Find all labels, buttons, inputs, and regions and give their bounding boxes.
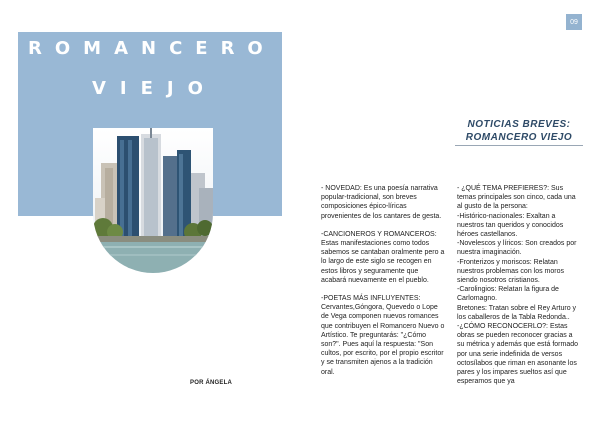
page-title-line-1: ROMANCERO xyxy=(28,38,276,59)
item-fronterizos: -Fronterizos y moriscos: Relatan nuestros problemas con los moros siendo nosotros cristianos. xyxy=(457,258,564,285)
city-skyline-photo xyxy=(93,128,213,273)
page-title-line-2: VIEJO xyxy=(92,78,217,99)
section-header-line-1: NOTICIAS BREVES: xyxy=(467,119,571,130)
paragraph-novedad: - NOVEDAD: Es una poesía narrativa popular-tradicional, son breves composiciones épico-líricas provenientes de los cantares de gesta. xyxy=(321,185,442,220)
paragraph-poetas: -POETAS MÁS INFLUYENTES: Cervantes,Góngora, Quevedo o Lope de Vega componen nuevos romances que contribuyen el Romancero Nuevo o Artístico. Te preguntarás: "¿Cómo son?". Pues aquí la respuesta: "Son cultos, por escrito, por el propio escritor y se transmiten ajenos a la tradición oral. xyxy=(321,295,445,376)
section-header-line-2: ROMANCERO VIEJO xyxy=(465,132,573,143)
item-carolingios: -Carolingios: Relatan la figura de Carlomagno. xyxy=(457,286,559,303)
item-novelescos: -Novelescos y líricos: Son creados por nuestra imaginación. xyxy=(457,240,577,257)
header-divider xyxy=(455,145,583,146)
section-header xyxy=(455,118,583,144)
text-column-1 xyxy=(321,184,445,386)
byline: POR ÁNGELA xyxy=(190,380,233,386)
text-column-2 xyxy=(457,184,581,386)
paragraph-cancioneros: -CANCIONEROS Y ROMANCEROS: Estas manifestaciones como todos sabemos se cantaban oralmente pero a lo largo de este siglo se recogen en estos libros y seguramente que acabará nuevamente en el pueblo. xyxy=(321,230,445,284)
paragraph-tema: - ¿QUÉ TEMA PREFIERES?: Sus temas principales son cinco, cada una al gusto de la persona: xyxy=(457,185,576,211)
item-historico: -Histórico-nacionales: Exaltan a nuestros tan queridos y conocidos héroes castellanos. xyxy=(457,212,564,239)
page-number: 09 xyxy=(566,14,582,30)
item-bretones: Bretones: Tratan sobre el Rey Arturo y los caballeros de la Tabla Redonda.. xyxy=(457,304,577,321)
paragraph-reconocer: -¿CÓMO RECONOCERLO?: Estas obras se pueden reconocer gracias a su métrica y además que está formado por una serie indefinida de versos octosílabos que riman en asonante los pares y los impares sueltos así que esperamos que ya xyxy=(457,323,579,386)
